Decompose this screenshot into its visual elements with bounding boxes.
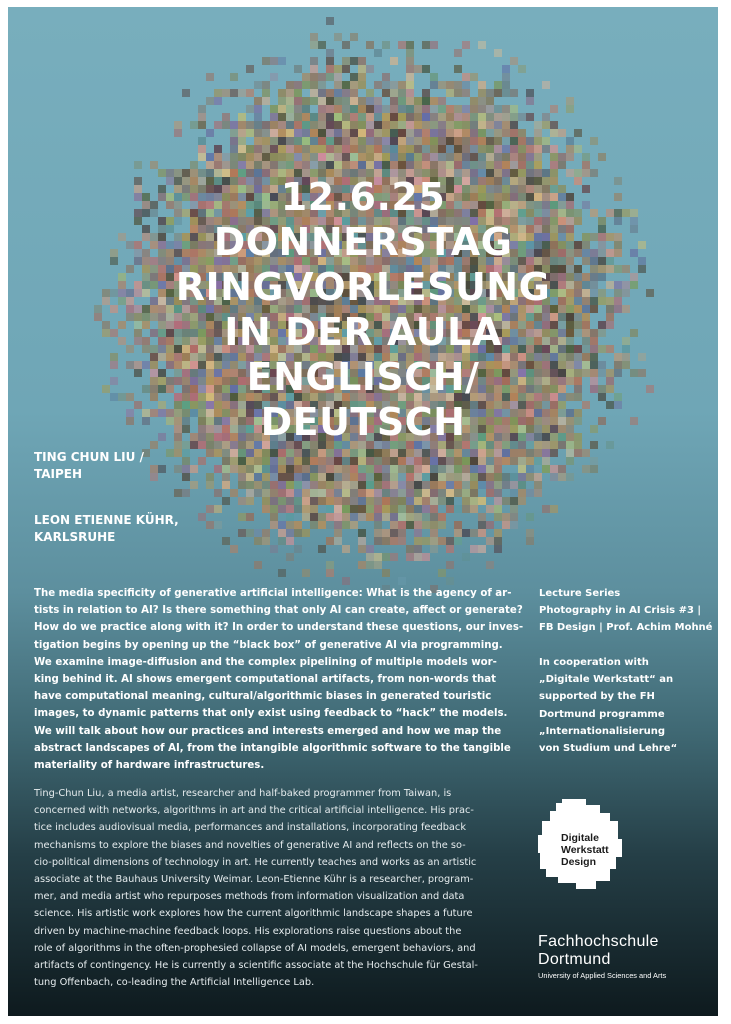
event-weekday: DONNERSTAG — [213, 220, 513, 264]
bio-line: associate at the Bauhaus University Weimar. Leon-Etienne Kühr is a researcher, program- — [34, 874, 474, 886]
bio-line: mer, and media artist who repurposes methods from information visualization and data — [34, 891, 465, 903]
series-line: Photography in AI Crisis #3 | — [539, 605, 702, 617]
series-line: Lecture Series — [539, 588, 621, 599]
speaker-2-name: LEON ETIENNE KÜHR, — [34, 513, 179, 527]
cooperation-line: Dortmund programme — [539, 708, 665, 720]
speaker-1-city: TAIPEH — [34, 467, 83, 481]
event-language-2: DEUTSCH — [260, 400, 466, 444]
bio-line: concerned with networks, algorithms in art and the critical artificial intelligence. His prac- — [34, 805, 474, 817]
bio-line: mechanisms to explore the biases and novelties of generative AI and reflects on the so- — [34, 839, 466, 851]
abstract-line: abstract landscapes of AI, from the intangible algorithmic software to the tangible — [34, 742, 511, 754]
fh-dortmund-logo — [538, 933, 666, 982]
cooperation-line: In cooperation with — [539, 657, 649, 668]
cooperation-line: von Studium und Lehre“ — [539, 743, 678, 755]
abstract-line: have computational meaning, cultural/algorithmic biases in generated touristic — [34, 691, 492, 703]
bio-line: Ting-Chun Liu, a media artist, researcher and half-baked programmer from Taiwan, is — [34, 788, 452, 799]
event-date: 12.6.25 — [280, 175, 446, 219]
event-headline — [103, 175, 623, 445]
abstract-line: We will talk about how our practices and interests emerged and how we map the — [34, 725, 502, 737]
abstract-line: The media specificity of generative artificial intelligence: What is the agency of ar- — [34, 588, 512, 599]
digitale-werkstatt-wordmark: Digitale Werkstatt Design — [561, 832, 609, 868]
cooperation-line: supported by the FH — [539, 691, 655, 703]
cooperation-line: „Internationalisierung — [539, 725, 666, 737]
abstract-line: tigation begins by opening up the “black box” of generative AI via programming. — [34, 639, 503, 651]
speaker-biographies — [34, 785, 514, 991]
abstract-line: images, to dynamic patterns that only exist using feedback to “hack” the models. — [34, 708, 508, 720]
bio-line: science. His artistic work explores how the current algorithmic landscape shapes a future — [34, 908, 473, 920]
abstract-line: How do we practice along with it? In order to understand these questions, our inves- — [34, 622, 524, 634]
bio-line: driven by machine-machine feedback loops. His explorations raise questions about the — [34, 925, 462, 937]
abstract-line: tists in relation to AI? Is there something that only AI can create, affect or generate? — [34, 605, 523, 617]
series-line: FB Design | Prof. Achim Mohné — [539, 622, 713, 634]
bio-line: cio-political dimensions of technology in art. He currently teaches and works as an artistic — [34, 856, 477, 868]
bio-line: role of algorithms in the often-prophesied collapse of AI models, emergent behaviors, and — [34, 942, 476, 954]
fh-name-line-1: Fachhochschule — [538, 933, 659, 950]
lecture-abstract — [34, 585, 524, 774]
speaker-2-city: KARLSRUHE — [34, 530, 116, 544]
event-location: IN DER AULA — [224, 310, 502, 354]
lecture-series-info — [539, 585, 714, 637]
speaker-1-name: TING CHUN LIU / — [34, 450, 144, 464]
bio-line: tung Offenbach, co-leading the Artificial Intelligence Lab. — [34, 977, 315, 989]
abstract-line: king behind it. AI shows emergent computational artifacts, from non-words that — [34, 674, 497, 686]
abstract-line: We examine image-diffusion and the complex pipelining of multiple models wor- — [34, 656, 497, 668]
fh-subtitle: University of Applied Sciences and Arts — [538, 971, 667, 980]
poster — [8, 7, 718, 1016]
abstract-line: materiality of hardware infrastructures. — [34, 760, 265, 772]
cooperation-line: „Digitale Werkstatt“ an — [539, 674, 674, 686]
event-language-1: ENGLISCH/ — [246, 355, 480, 399]
fh-name-line-2: Dortmund — [538, 951, 611, 968]
cooperation-info — [539, 654, 714, 757]
speaker-1 — [34, 449, 144, 483]
bio-line: tice includes audiovisual media, performances and installations, incorporating feedback — [34, 822, 466, 834]
speaker-2 — [34, 512, 179, 546]
event-type: RINGVORLESUNG — [175, 265, 551, 309]
bio-line: artifacts of contingency. He is currently a scientific associate at the Hochschule für Gestal- — [34, 960, 478, 972]
